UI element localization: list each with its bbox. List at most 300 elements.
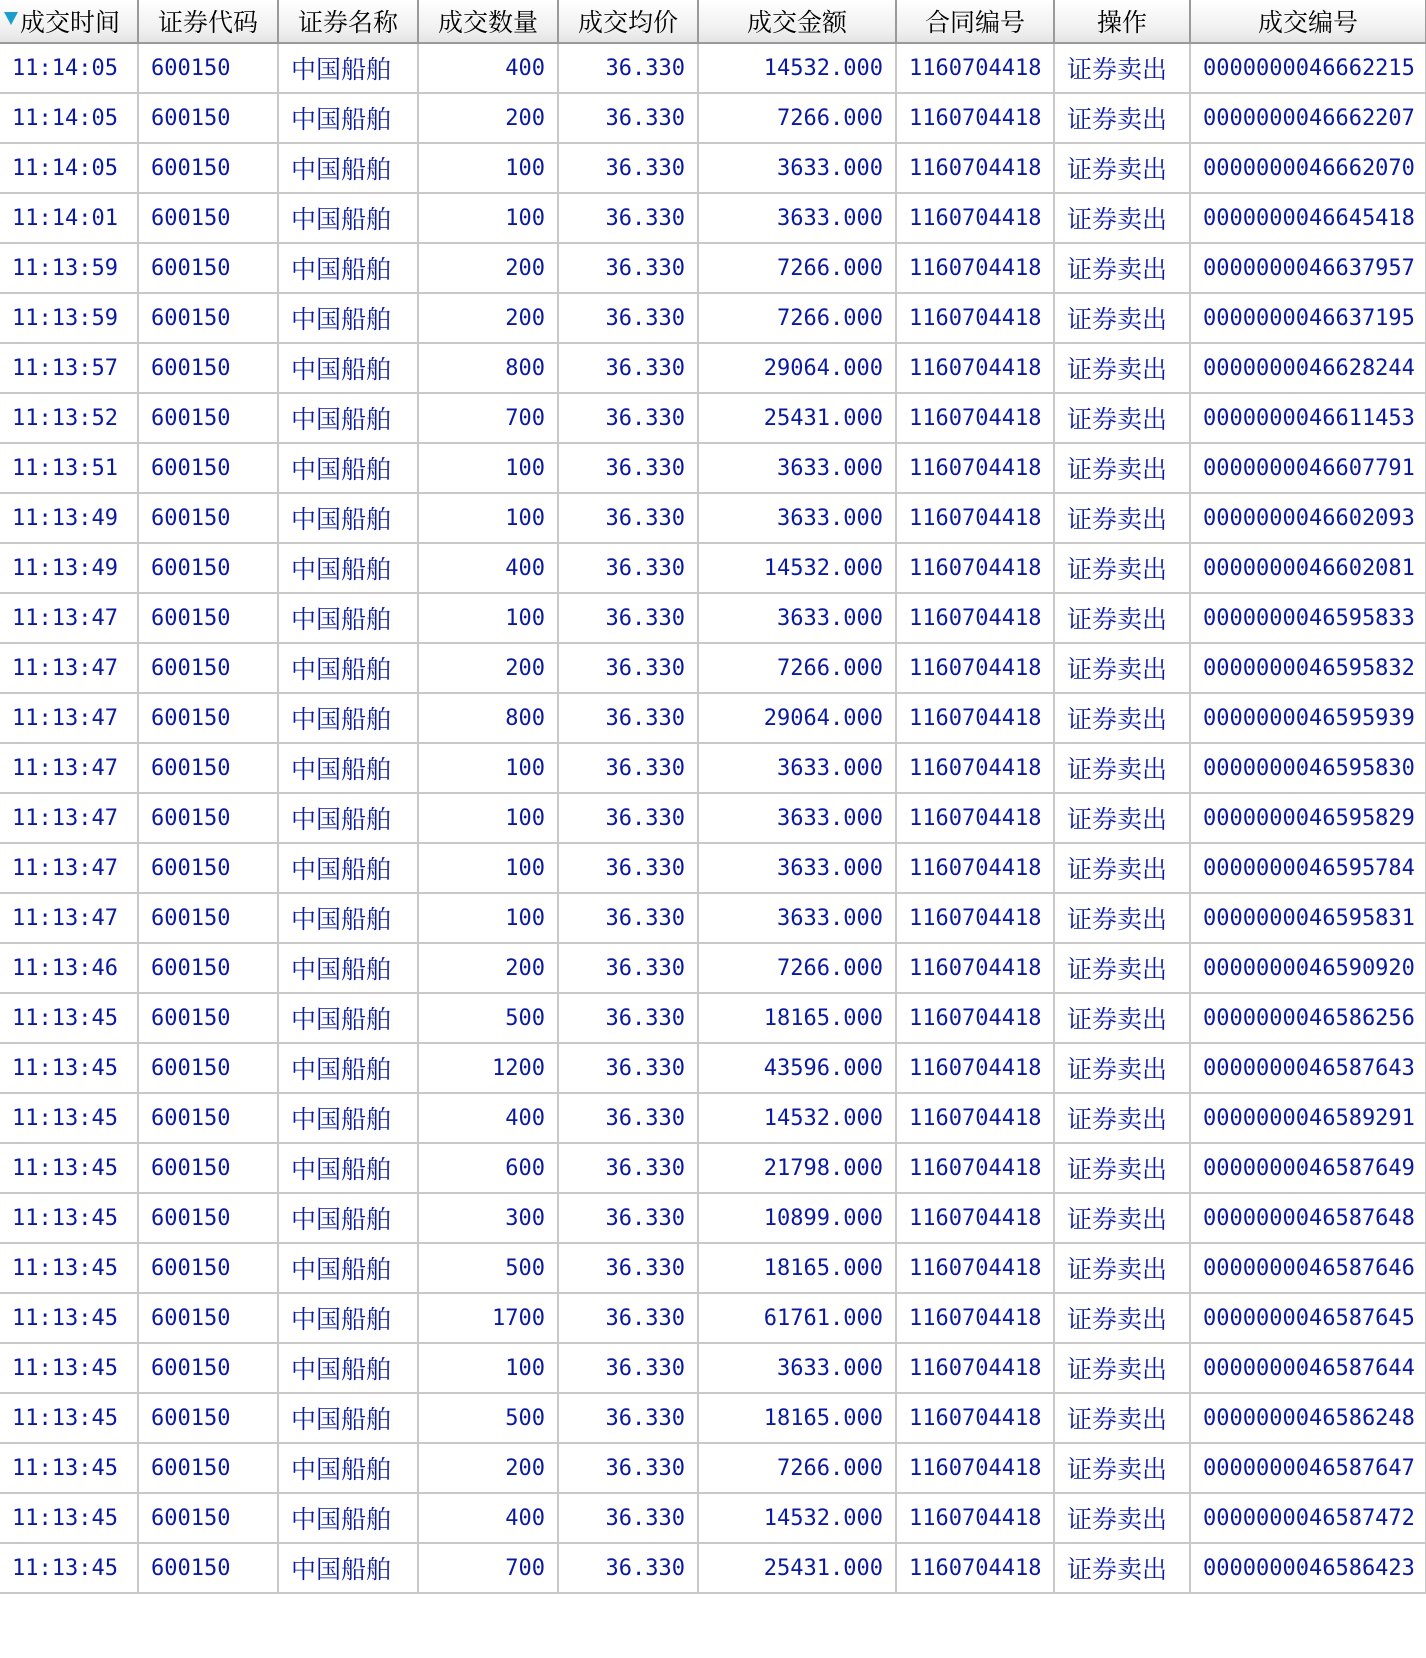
cell-amount: 43596.000 <box>698 1043 896 1093</box>
column-header-label: 成交数量 <box>437 8 538 37</box>
cell-trade-time: 11:13:45 <box>0 1543 138 1593</box>
cell-operation: 证券卖出 <box>1054 243 1190 293</box>
cell-trade-no: 0000000046587472 <box>1190 1493 1426 1543</box>
cell-contract-no: 1160704418 <box>896 1493 1054 1543</box>
cell-contract-no: 1160704418 <box>896 1143 1054 1193</box>
cell-operation: 证券卖出 <box>1054 393 1190 443</box>
cell-security-name: 中国船舶 <box>278 493 418 543</box>
column-header-avg-price[interactable] <box>558 0 698 43</box>
table-row[interactable] <box>0 1393 1426 1443</box>
cell-contract-no: 1160704418 <box>896 443 1054 493</box>
cell-avg-price: 36.330 <box>558 493 698 543</box>
cell-trade-time: 11:13:45 <box>0 1493 138 1543</box>
cell-avg-price: 36.330 <box>558 143 698 193</box>
cell-security-code: 600150 <box>138 1343 278 1393</box>
cell-amount: 14532.000 <box>698 1093 896 1143</box>
cell-trade-no: 0000000046611453 <box>1190 393 1426 443</box>
cell-trade-no: 0000000046595831 <box>1190 893 1426 943</box>
cell-avg-price: 36.330 <box>558 1443 698 1493</box>
cell-operation: 证券卖出 <box>1054 193 1190 243</box>
cell-operation: 证券卖出 <box>1054 143 1190 193</box>
table-row[interactable] <box>0 1493 1426 1543</box>
cell-operation: 证券卖出 <box>1054 43 1190 93</box>
cell-contract-no: 1160704418 <box>896 93 1054 143</box>
cell-security-code: 600150 <box>138 793 278 843</box>
cell-quantity: 1200 <box>418 1043 558 1093</box>
cell-trade-time: 11:13:57 <box>0 343 138 393</box>
column-header-security-name[interactable] <box>278 0 418 43</box>
sort-descending-icon <box>4 12 18 25</box>
cell-contract-no: 1160704418 <box>896 343 1054 393</box>
cell-security-code: 600150 <box>138 193 278 243</box>
cell-trade-time: 11:13:47 <box>0 843 138 893</box>
cell-security-name: 中国船舶 <box>278 593 418 643</box>
cell-security-name: 中国船舶 <box>278 1393 418 1443</box>
cell-trade-time: 11:14:05 <box>0 93 138 143</box>
cell-security-name: 中国船舶 <box>278 1243 418 1293</box>
column-header-label: 成交均价 <box>577 8 678 37</box>
cell-operation: 证券卖出 <box>1054 1443 1190 1493</box>
cell-trade-no: 0000000046587644 <box>1190 1343 1426 1393</box>
cell-operation: 证券卖出 <box>1054 543 1190 593</box>
cell-trade-time: 11:14:01 <box>0 193 138 243</box>
cell-operation: 证券卖出 <box>1054 1293 1190 1343</box>
cell-quantity: 400 <box>418 1493 558 1543</box>
cell-avg-price: 36.330 <box>558 443 698 493</box>
table-row[interactable] <box>0 1293 1426 1343</box>
cell-trade-time: 11:13:46 <box>0 943 138 993</box>
table-row[interactable] <box>0 1343 1426 1393</box>
cell-contract-no: 1160704418 <box>896 593 1054 643</box>
cell-security-code: 600150 <box>138 143 278 193</box>
cell-amount: 7266.000 <box>698 643 896 693</box>
cell-contract-no: 1160704418 <box>896 1043 1054 1093</box>
cell-quantity: 100 <box>418 793 558 843</box>
cell-security-name: 中国船舶 <box>278 793 418 843</box>
cell-trade-time: 11:13:47 <box>0 793 138 843</box>
cell-operation: 证券卖出 <box>1054 443 1190 493</box>
table-row[interactable] <box>0 1143 1426 1193</box>
column-header-operation[interactable] <box>1054 0 1190 43</box>
cell-avg-price: 36.330 <box>558 1293 698 1343</box>
cell-security-code: 600150 <box>138 1293 278 1343</box>
cell-amount: 29064.000 <box>698 693 896 743</box>
cell-trade-no: 0000000046595784 <box>1190 843 1426 893</box>
cell-trade-no: 0000000046595939 <box>1190 693 1426 743</box>
cell-quantity: 200 <box>418 243 558 293</box>
cell-operation: 证券卖出 <box>1054 943 1190 993</box>
cell-security-code: 600150 <box>138 643 278 693</box>
cell-security-name: 中国船舶 <box>278 1293 418 1343</box>
cell-operation: 证券卖出 <box>1054 1043 1190 1093</box>
cell-amount: 21798.000 <box>698 1143 896 1193</box>
cell-security-code: 600150 <box>138 1143 278 1193</box>
cell-trade-time: 11:13:51 <box>0 443 138 493</box>
cell-avg-price: 36.330 <box>558 793 698 843</box>
cell-amount: 7266.000 <box>698 93 896 143</box>
cell-trade-time: 11:13:52 <box>0 393 138 443</box>
cell-security-code: 600150 <box>138 393 278 443</box>
cell-trade-time: 11:13:59 <box>0 293 138 343</box>
cell-quantity: 100 <box>418 443 558 493</box>
cell-quantity: 100 <box>418 843 558 893</box>
cell-operation: 证券卖出 <box>1054 693 1190 743</box>
column-header-amount[interactable] <box>698 0 896 43</box>
cell-trade-no: 0000000046637957 <box>1190 243 1426 293</box>
cell-avg-price: 36.330 <box>558 893 698 943</box>
cell-amount: 7266.000 <box>698 1443 896 1493</box>
cell-trade-no: 0000000046595829 <box>1190 793 1426 843</box>
cell-security-code: 600150 <box>138 343 278 393</box>
cell-security-name: 中国船舶 <box>278 1543 418 1593</box>
cell-contract-no: 1160704418 <box>896 243 1054 293</box>
cell-amount: 3633.000 <box>698 793 896 843</box>
cell-trade-no: 0000000046662070 <box>1190 143 1426 193</box>
cell-operation: 证券卖出 <box>1054 993 1190 1043</box>
cell-security-code: 600150 <box>138 593 278 643</box>
cell-quantity: 600 <box>418 1143 558 1193</box>
cell-operation: 证券卖出 <box>1054 743 1190 793</box>
cell-security-code: 600150 <box>138 243 278 293</box>
cell-quantity: 200 <box>418 943 558 993</box>
cell-avg-price: 36.330 <box>558 1343 698 1393</box>
cell-contract-no: 1160704418 <box>896 1443 1054 1493</box>
cell-amount: 3633.000 <box>698 843 896 893</box>
cell-security-name: 中国船舶 <box>278 1493 418 1543</box>
cell-security-name: 中国船舶 <box>278 643 418 693</box>
cell-amount: 3633.000 <box>698 493 896 543</box>
cell-quantity: 1700 <box>418 1293 558 1343</box>
cell-avg-price: 36.330 <box>558 943 698 993</box>
table-row[interactable] <box>0 693 1426 743</box>
cell-contract-no: 1160704418 <box>896 1193 1054 1243</box>
cell-avg-price: 36.330 <box>558 543 698 593</box>
cell-avg-price: 36.330 <box>558 1243 698 1293</box>
cell-operation: 证券卖出 <box>1054 643 1190 693</box>
column-header-label: 操作 <box>1096 8 1147 37</box>
cell-trade-time: 11:13:45 <box>0 1193 138 1243</box>
cell-contract-no: 1160704418 <box>896 1293 1054 1343</box>
cell-security-code: 600150 <box>138 943 278 993</box>
cell-quantity: 200 <box>418 643 558 693</box>
cell-operation: 证券卖出 <box>1054 1193 1190 1243</box>
cell-contract-no: 1160704418 <box>896 1393 1054 1443</box>
cell-operation: 证券卖出 <box>1054 493 1190 543</box>
cell-trade-no: 0000000046637195 <box>1190 293 1426 343</box>
cell-security-code: 600150 <box>138 1243 278 1293</box>
cell-quantity: 500 <box>418 1243 558 1293</box>
cell-security-code: 600150 <box>138 293 278 343</box>
cell-security-name: 中国船舶 <box>278 93 418 143</box>
cell-trade-no: 0000000046662207 <box>1190 93 1426 143</box>
cell-contract-no: 1160704418 <box>896 643 1054 693</box>
cell-trade-time: 11:13:45 <box>0 1343 138 1393</box>
cell-security-code: 600150 <box>138 1393 278 1443</box>
cell-contract-no: 1160704418 <box>896 393 1054 443</box>
cell-contract-no: 1160704418 <box>896 1243 1054 1293</box>
cell-contract-no: 1160704418 <box>896 1343 1054 1393</box>
cell-amount: 18165.000 <box>698 1243 896 1293</box>
cell-trade-time: 11:13:45 <box>0 1143 138 1193</box>
cell-trade-time: 11:13:45 <box>0 1443 138 1493</box>
cell-operation: 证券卖出 <box>1054 893 1190 943</box>
cell-security-name: 中国船舶 <box>278 993 418 1043</box>
cell-contract-no: 1160704418 <box>896 543 1054 593</box>
cell-operation: 证券卖出 <box>1054 1393 1190 1443</box>
cell-operation: 证券卖出 <box>1054 1243 1190 1293</box>
cell-amount: 3633.000 <box>698 893 896 943</box>
cell-contract-no: 1160704418 <box>896 143 1054 193</box>
table-row[interactable] <box>0 793 1426 843</box>
cell-trade-no: 0000000046662215 <box>1190 43 1426 93</box>
column-header-contract-no[interactable] <box>896 0 1054 43</box>
table-row[interactable] <box>0 1043 1426 1093</box>
cell-security-code: 600150 <box>138 93 278 143</box>
table-header <box>0 0 1426 43</box>
cell-avg-price: 36.330 <box>558 593 698 643</box>
cell-security-code: 600150 <box>138 693 278 743</box>
table-row[interactable] <box>0 243 1426 293</box>
table-row[interactable] <box>0 1093 1426 1143</box>
cell-security-name: 中国船舶 <box>278 1193 418 1243</box>
cell-amount: 14532.000 <box>698 1493 896 1543</box>
cell-quantity: 100 <box>418 593 558 643</box>
cell-quantity: 200 <box>418 293 558 343</box>
table-row[interactable] <box>0 1243 1426 1293</box>
table-row[interactable] <box>0 293 1426 343</box>
cell-operation: 证券卖出 <box>1054 343 1190 393</box>
table-body <box>0 43 1426 1593</box>
cell-avg-price: 36.330 <box>558 93 698 143</box>
table-row[interactable] <box>0 193 1426 243</box>
cell-operation: 证券卖出 <box>1054 793 1190 843</box>
cell-amount: 7266.000 <box>698 943 896 993</box>
cell-trade-time: 11:13:49 <box>0 493 138 543</box>
table-row[interactable] <box>0 93 1426 143</box>
table-row[interactable] <box>0 443 1426 493</box>
cell-security-name: 中国船舶 <box>278 393 418 443</box>
cell-trade-no: 0000000046628244 <box>1190 343 1426 393</box>
cell-quantity: 100 <box>418 193 558 243</box>
cell-operation: 证券卖出 <box>1054 293 1190 343</box>
cell-trade-time: 11:13:47 <box>0 643 138 693</box>
cell-amount: 7266.000 <box>698 293 896 343</box>
cell-security-name: 中国船舶 <box>278 243 418 293</box>
cell-contract-no: 1160704418 <box>896 993 1054 1043</box>
cell-operation: 证券卖出 <box>1054 843 1190 893</box>
cell-amount: 3633.000 <box>698 1343 896 1393</box>
cell-quantity: 700 <box>418 1543 558 1593</box>
cell-quantity: 200 <box>418 1443 558 1493</box>
cell-quantity: 800 <box>418 693 558 743</box>
cell-trade-time: 11:13:59 <box>0 243 138 293</box>
cell-trade-time: 11:13:45 <box>0 1093 138 1143</box>
column-header-trade-time[interactable] <box>0 0 138 43</box>
cell-trade-no: 0000000046595833 <box>1190 593 1426 643</box>
cell-trade-time: 11:13:47 <box>0 893 138 943</box>
cell-trade-time: 11:13:47 <box>0 743 138 793</box>
cell-security-name: 中国船舶 <box>278 43 418 93</box>
cell-security-code: 600150 <box>138 1043 278 1093</box>
column-header-trade-no[interactable] <box>1190 0 1426 43</box>
cell-trade-no: 0000000046595832 <box>1190 643 1426 693</box>
cell-trade-no: 0000000046602093 <box>1190 493 1426 543</box>
cell-security-name: 中国船舶 <box>278 443 418 493</box>
cell-trade-no: 0000000046586256 <box>1190 993 1426 1043</box>
cell-security-name: 中国船舶 <box>278 743 418 793</box>
cell-quantity: 100 <box>418 493 558 543</box>
cell-trade-time: 11:13:47 <box>0 693 138 743</box>
cell-security-code: 600150 <box>138 843 278 893</box>
cell-avg-price: 36.330 <box>558 993 698 1043</box>
cell-security-code: 600150 <box>138 1543 278 1593</box>
cell-amount: 14532.000 <box>698 543 896 593</box>
cell-operation: 证券卖出 <box>1054 593 1190 643</box>
cell-amount: 29064.000 <box>698 343 896 393</box>
cell-avg-price: 36.330 <box>558 843 698 893</box>
cell-security-name: 中国船舶 <box>278 143 418 193</box>
table-row[interactable] <box>0 343 1426 393</box>
table-row[interactable] <box>0 393 1426 443</box>
cell-trade-time: 11:14:05 <box>0 43 138 93</box>
cell-trade-no: 0000000046595830 <box>1190 743 1426 793</box>
cell-trade-no: 0000000046587645 <box>1190 1293 1426 1343</box>
header-row <box>0 0 1426 43</box>
table-row[interactable] <box>0 943 1426 993</box>
column-header-quantity[interactable] <box>418 0 558 43</box>
cell-trade-no: 0000000046587648 <box>1190 1193 1426 1243</box>
cell-security-code: 600150 <box>138 993 278 1043</box>
cell-quantity: 100 <box>418 1343 558 1393</box>
cell-avg-price: 36.330 <box>558 393 698 443</box>
cell-security-code: 600150 <box>138 543 278 593</box>
column-header-label: 证券代码 <box>157 8 258 37</box>
cell-security-name: 中国船舶 <box>278 843 418 893</box>
cell-trade-no: 0000000046587649 <box>1190 1143 1426 1193</box>
column-header-label: 成交金额 <box>746 8 847 37</box>
cell-security-code: 600150 <box>138 893 278 943</box>
cell-trade-no: 0000000046586248 <box>1190 1393 1426 1443</box>
cell-trade-time: 11:13:45 <box>0 1243 138 1293</box>
cell-amount: 18165.000 <box>698 1393 896 1443</box>
cell-trade-time: 11:13:49 <box>0 543 138 593</box>
cell-quantity: 200 <box>418 93 558 143</box>
cell-contract-no: 1160704418 <box>896 943 1054 993</box>
table-row[interactable] <box>0 493 1426 543</box>
cell-security-name: 中国船舶 <box>278 193 418 243</box>
table-row[interactable] <box>0 143 1426 193</box>
cell-security-code: 600150 <box>138 43 278 93</box>
cell-contract-no: 1160704418 <box>896 293 1054 343</box>
table-row[interactable] <box>0 743 1426 793</box>
cell-trade-time: 11:13:45 <box>0 1293 138 1343</box>
cell-avg-price: 36.330 <box>558 1393 698 1443</box>
cell-avg-price: 36.330 <box>558 343 698 393</box>
table-row[interactable] <box>0 643 1426 693</box>
cell-operation: 证券卖出 <box>1054 1143 1190 1193</box>
cell-quantity: 500 <box>418 1393 558 1443</box>
cell-security-name: 中国船舶 <box>278 1043 418 1093</box>
cell-quantity: 100 <box>418 143 558 193</box>
table-row[interactable] <box>0 593 1426 643</box>
cell-contract-no: 1160704418 <box>896 193 1054 243</box>
column-header-security-code[interactable] <box>138 0 278 43</box>
table-row[interactable] <box>0 1193 1426 1243</box>
cell-security-name: 中国船舶 <box>278 943 418 993</box>
cell-quantity: 100 <box>418 893 558 943</box>
cell-operation: 证券卖出 <box>1054 93 1190 143</box>
cell-avg-price: 36.330 <box>558 193 698 243</box>
cell-security-code: 600150 <box>138 1443 278 1493</box>
cell-avg-price: 36.330 <box>558 1143 698 1193</box>
cell-avg-price: 36.330 <box>558 243 698 293</box>
table-row[interactable] <box>0 893 1426 943</box>
cell-avg-price: 36.330 <box>558 643 698 693</box>
table-row[interactable] <box>0 1543 1426 1593</box>
cell-amount: 61761.000 <box>698 1293 896 1343</box>
cell-quantity: 800 <box>418 343 558 393</box>
cell-operation: 证券卖出 <box>1054 1543 1190 1593</box>
cell-operation: 证券卖出 <box>1054 1343 1190 1393</box>
cell-avg-price: 36.330 <box>558 743 698 793</box>
cell-trade-time: 11:13:47 <box>0 593 138 643</box>
cell-contract-no: 1160704418 <box>896 893 1054 943</box>
cell-security-code: 600150 <box>138 1193 278 1243</box>
cell-trade-no: 0000000046586423 <box>1190 1543 1426 1593</box>
cell-security-name: 中国船舶 <box>278 1343 418 1393</box>
cell-quantity: 100 <box>418 743 558 793</box>
cell-trade-no: 0000000046645418 <box>1190 193 1426 243</box>
cell-amount: 25431.000 <box>698 1543 896 1593</box>
cell-contract-no: 1160704418 <box>896 43 1054 93</box>
cell-security-name: 中国船舶 <box>278 693 418 743</box>
cell-contract-no: 1160704418 <box>896 1543 1054 1593</box>
cell-trade-no: 0000000046590920 <box>1190 943 1426 993</box>
cell-security-code: 600150 <box>138 493 278 543</box>
cell-contract-no: 1160704418 <box>896 1093 1054 1143</box>
cell-trade-no: 0000000046602081 <box>1190 543 1426 593</box>
table-row[interactable] <box>0 543 1426 593</box>
cell-security-code: 600150 <box>138 1093 278 1143</box>
table-row[interactable] <box>0 43 1426 93</box>
table-row[interactable] <box>0 843 1426 893</box>
table-row[interactable] <box>0 993 1426 1043</box>
cell-contract-no: 1160704418 <box>896 793 1054 843</box>
cell-amount: 7266.000 <box>698 243 896 293</box>
cell-trade-no: 0000000046587647 <box>1190 1443 1426 1493</box>
cell-security-name: 中国船舶 <box>278 343 418 393</box>
cell-security-name: 中国船舶 <box>278 1093 418 1143</box>
cell-quantity: 300 <box>418 1193 558 1243</box>
cell-avg-price: 36.330 <box>558 43 698 93</box>
table-row[interactable] <box>0 1443 1426 1493</box>
column-header-label: 证券名称 <box>297 8 398 37</box>
cell-avg-price: 36.330 <box>558 1543 698 1593</box>
cell-trade-time: 11:13:45 <box>0 993 138 1043</box>
cell-contract-no: 1160704418 <box>896 843 1054 893</box>
cell-trade-no: 0000000046587646 <box>1190 1243 1426 1293</box>
cell-amount: 25431.000 <box>698 393 896 443</box>
cell-trade-no: 0000000046607791 <box>1190 443 1426 493</box>
column-header-label: 合同编号 <box>924 8 1025 37</box>
cell-avg-price: 36.330 <box>558 693 698 743</box>
cell-operation: 证券卖出 <box>1054 1093 1190 1143</box>
cell-avg-price: 36.330 <box>558 293 698 343</box>
cell-amount: 14532.000 <box>698 43 896 93</box>
cell-amount: 3633.000 <box>698 193 896 243</box>
cell-avg-price: 36.330 <box>558 1193 698 1243</box>
cell-trade-no: 0000000046587643 <box>1190 1043 1426 1093</box>
